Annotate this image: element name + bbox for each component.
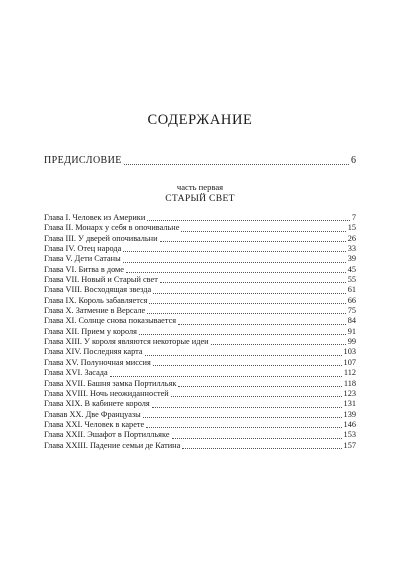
chapter-list: [44, 213, 356, 451]
toc-entry-page: 146: [343, 419, 356, 429]
toc-entry-preface: [44, 155, 356, 167]
toc-entry-label: Глава XII. Прием у короля: [44, 326, 137, 336]
toc-entry-page: 66: [347, 295, 356, 305]
toc-entry-chapter: [44, 254, 356, 264]
toc-entry-chapter: [44, 316, 356, 326]
toc-entry-label: Глава X. Затмение в Версале: [44, 306, 146, 316]
dot-leader: [139, 334, 346, 335]
toc-entry-chapter: [44, 430, 356, 440]
toc-entry-chapter: [44, 234, 356, 244]
toc-entry-page: 55: [347, 275, 356, 285]
dot-leader: [153, 365, 342, 366]
toc-entry-label: Главав XX. Две Француазы: [44, 409, 141, 419]
toc-entry-label: Глава VI. Битва в доме: [44, 264, 124, 274]
toc-entry-chapter: [44, 337, 356, 347]
toc-entry-chapter: [44, 265, 356, 275]
toc-entry-label: Глава IX. Король забавляется: [44, 295, 148, 305]
toc-entry-page: 139: [343, 409, 356, 419]
toc-entry-chapter: [44, 327, 356, 337]
toc-entry-label: Глава XXII. Эшафот в Портилльяке: [44, 430, 170, 440]
toc-entry-page: 131: [343, 399, 356, 409]
toc-entry-chapter: [44, 368, 356, 378]
toc-entry-page: 99: [347, 337, 356, 347]
toc-entry-page: 107: [343, 357, 356, 367]
toc-entry-label: Глава XIX. В кабинете короля: [44, 399, 150, 409]
dot-leader: [126, 272, 346, 273]
toc-entry-chapter: [44, 213, 356, 223]
dot-leader: [153, 293, 346, 294]
toc-entry-chapter: [44, 389, 356, 399]
toc-entry-page: 153: [343, 430, 356, 440]
toc-title: СОДЕРЖАНИЕ: [147, 112, 253, 128]
toc-entry-chapter: [44, 420, 356, 430]
dot-leader: [160, 241, 346, 242]
toc-entry-chapter: [44, 399, 356, 409]
toc-entry-chapter: [44, 379, 356, 389]
toc-entry-label: Глава III. У дверей опочивальни: [44, 233, 158, 243]
toc-entry-page: 26: [347, 233, 356, 243]
part-title: СТАРЫЙ СВЕТ: [165, 193, 235, 204]
dot-leader: [178, 324, 346, 325]
toc-entry-label: Глава XIII. У короля являются некоторые идеи: [44, 337, 209, 347]
toc-entry-chapter: [44, 441, 356, 451]
toc-entry-page: 112: [343, 368, 356, 378]
toc-entry-page: 75: [347, 306, 356, 316]
toc-entry-page: 103: [343, 347, 356, 357]
toc-entry-page: 61: [347, 285, 356, 295]
toc-entry-chapter: [44, 358, 356, 368]
dot-leader: [178, 386, 341, 387]
toc-entry-label: Глава XXIII. Падение семьи де Катина: [44, 440, 181, 450]
toc-entry-label: ПРЕДИСЛОВИЕ: [44, 155, 122, 166]
toc-entry-label: Глава VII. Новый и Старый свет: [44, 275, 158, 285]
toc-entry-chapter: [44, 306, 356, 316]
toc-entry-label: Глава V. Дети Сатаны: [44, 254, 121, 264]
dot-leader: [147, 220, 350, 221]
toc-entry-chapter: [44, 223, 356, 233]
part-heading: часть первая: [176, 182, 224, 192]
toc-entry-label: Глава XXI. Человек в карете: [44, 419, 145, 429]
toc-entry-chapter: [44, 410, 356, 420]
toc-entry-page: 123: [343, 388, 356, 398]
dot-leader: [123, 262, 346, 263]
dot-leader: [182, 448, 341, 449]
toc-entry-label: Глава XV. Полуночная миссия: [44, 357, 151, 367]
toc-entry-label: Глава XVIII. Ночь неожиданностей: [44, 388, 169, 398]
dot-leader: [123, 251, 345, 252]
toc-entry-page: 91: [347, 326, 356, 336]
dot-leader: [146, 427, 341, 428]
toc-entry-label: Глава I. Человек из Америки: [44, 213, 146, 222]
toc-entry-page: 45: [347, 264, 356, 274]
toc-entry-page: 15: [347, 223, 356, 233]
toc-entry-page: 33: [347, 244, 356, 254]
dot-leader: [149, 303, 345, 304]
dot-leader: [152, 407, 342, 408]
toc-entry-label: Глава XVII. Башня замка Портилльяк: [44, 378, 177, 388]
toc-entry-label: Глава XVI. Засада: [44, 368, 108, 378]
toc-entry-label: Глава XI. Солнце снова показывается: [44, 316, 177, 326]
dot-leader: [172, 438, 342, 439]
toc-entry-page: 157: [343, 440, 356, 450]
toc-entry-page: 6: [351, 155, 356, 166]
toc-entry-page: 118: [343, 378, 356, 388]
toc-entry-label: Глава XIV. Последняя карта: [44, 347, 143, 357]
toc-entry-chapter: [44, 244, 356, 254]
dot-leader: [147, 313, 345, 314]
toc-entry-label: Глава IV. Отец народа: [44, 244, 122, 254]
dot-leader: [181, 231, 345, 232]
dot-leader: [124, 164, 349, 165]
toc-entry-chapter: [44, 296, 356, 306]
dot-leader: [145, 355, 342, 356]
toc-entry-page: 84: [347, 316, 356, 326]
toc-entry-page: 7: [351, 213, 356, 222]
dot-leader: [171, 396, 342, 397]
dot-leader: [110, 376, 342, 377]
dot-leader: [211, 344, 346, 345]
toc-entry-chapter: [44, 275, 356, 285]
dot-leader: [160, 282, 346, 283]
dot-leader: [143, 417, 342, 418]
toc-entry-chapter: [44, 285, 356, 295]
toc-entry-label: Глава II. Монарх у себя в опочивальне: [44, 223, 180, 233]
toc-entry-label: Глава VIII. Восходящая звезда: [44, 285, 152, 295]
toc-entry-chapter: [44, 347, 356, 357]
toc-entry-page: 39: [347, 254, 356, 264]
